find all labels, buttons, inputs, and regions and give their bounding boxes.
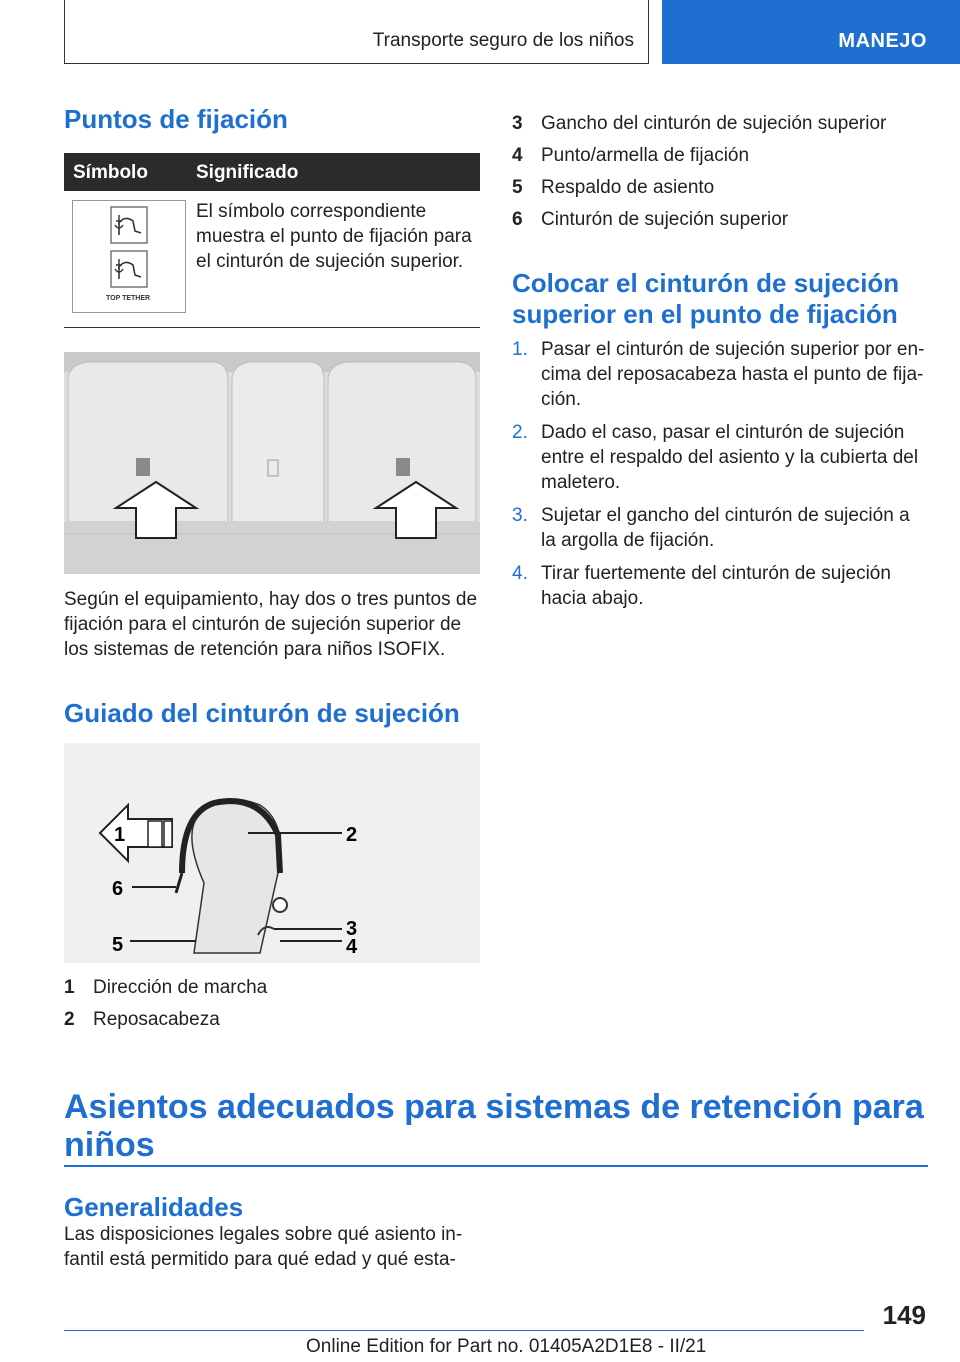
page-number: 149 xyxy=(882,1300,926,1330)
legend-text: Cinturón de sujeción superior xyxy=(541,209,789,230)
heading-generalidades: Generalidades xyxy=(64,1192,244,1222)
step-item xyxy=(512,561,928,611)
list-item xyxy=(512,140,928,172)
legend-number: 2 xyxy=(64,1009,75,1030)
list-item xyxy=(512,172,928,204)
list-item xyxy=(512,108,928,140)
legend-left xyxy=(64,972,480,1036)
legend-right xyxy=(512,108,928,236)
step-item xyxy=(512,337,928,412)
symbol-table xyxy=(64,153,480,328)
legend-number: 1 xyxy=(64,977,75,998)
top-tether-caption: TOP TETHER xyxy=(106,295,151,302)
table-col-symbol: Símbolo xyxy=(73,162,148,183)
heading-colocar-cinturon: Colocar el cinturón de sujeción superior en el punto de fijación xyxy=(512,268,900,329)
generalidades-paragraph: Las disposiciones legales sobre qué asiento infantil está permitido para qué edad y qué esta- xyxy=(64,1224,463,1270)
legend-number: 5 xyxy=(512,177,523,198)
diagram-label-1: 1 xyxy=(114,824,126,846)
legend-number: 6 xyxy=(512,209,523,230)
legend-text: Reposacabeza xyxy=(93,1009,220,1030)
table-col-meaning: Significado xyxy=(196,162,299,183)
list-item xyxy=(512,204,928,236)
step-number: 2. xyxy=(512,422,528,443)
diagram-label-6: 6 xyxy=(112,878,124,900)
legend-number: 4 xyxy=(512,145,523,166)
heading-puntos-fijacion: Puntos de fijación xyxy=(64,104,288,134)
step-item xyxy=(512,420,928,495)
symbol-meaning: El símbolo correspondiente muestra el punto de fijación para el cinturón de sujeción superior. xyxy=(196,201,472,272)
footer-edition: Online Edition for Part no. 01405A2D1E8 - II/21 xyxy=(306,1336,707,1357)
heading-asientos-adecuados: Asientos adecuados para sistemas de retención para niños xyxy=(64,1088,924,1164)
header-section-label: MANEJO xyxy=(838,30,927,52)
legend-text: Gancho del cinturón de sujeción superior xyxy=(541,113,887,134)
legend-text: Dirección de marcha xyxy=(93,977,268,998)
step-text: Sujetar el gancho del cinturón de sujeción a la argolla de fijación. xyxy=(541,505,910,551)
diagram-label-2: 2 xyxy=(346,824,358,846)
diagram-label-5: 5 xyxy=(112,934,124,956)
header-title: Transporte seguro de los niños xyxy=(372,30,634,51)
footer-divider xyxy=(64,1330,864,1331)
table-header xyxy=(64,153,480,191)
diagram-label-3: 3 xyxy=(346,918,358,940)
anchor-points-paragraph: Según el equipamiento, hay dos o tres puntos de fijación para el cinturón de sujeción superior de los sistemas de retención para niños ISOFIX. xyxy=(64,589,478,660)
list-item xyxy=(64,972,480,1004)
section-divider xyxy=(64,1165,928,1167)
step-item xyxy=(512,503,928,553)
step-text: Dado el caso, pasar el cinturón de sujeción entre el respaldo del asiento y la cubierta del maletero. xyxy=(541,422,919,493)
instruction-steps xyxy=(512,337,928,619)
legend-number: 3 xyxy=(512,113,523,134)
legend-text: Punto/armella de fijación xyxy=(541,145,750,166)
header-title-box xyxy=(64,0,649,64)
step-number: 4. xyxy=(512,563,528,584)
heading-guiado-cinturon: Guiado del cinturón de sujeción xyxy=(64,698,460,728)
step-text: Pasar el cinturón de sujeción superior por encima del reposacabeza hasta el punto de fijación. xyxy=(541,339,925,410)
header-section-tab xyxy=(662,0,960,64)
step-number: 3. xyxy=(512,505,528,526)
step-text: Tirar fuertemente del cinturón de sujeción hacia abajo. xyxy=(541,563,891,609)
trunk-anchor-photo xyxy=(64,352,480,574)
table-row xyxy=(64,191,480,328)
belt-routing-diagram xyxy=(64,743,480,963)
legend-text: Respaldo de asiento xyxy=(541,177,715,198)
diagram-label-4: 4 xyxy=(346,936,358,958)
list-item xyxy=(64,1004,480,1036)
step-number: 1. xyxy=(512,339,528,360)
top-tether-symbol xyxy=(72,200,186,313)
